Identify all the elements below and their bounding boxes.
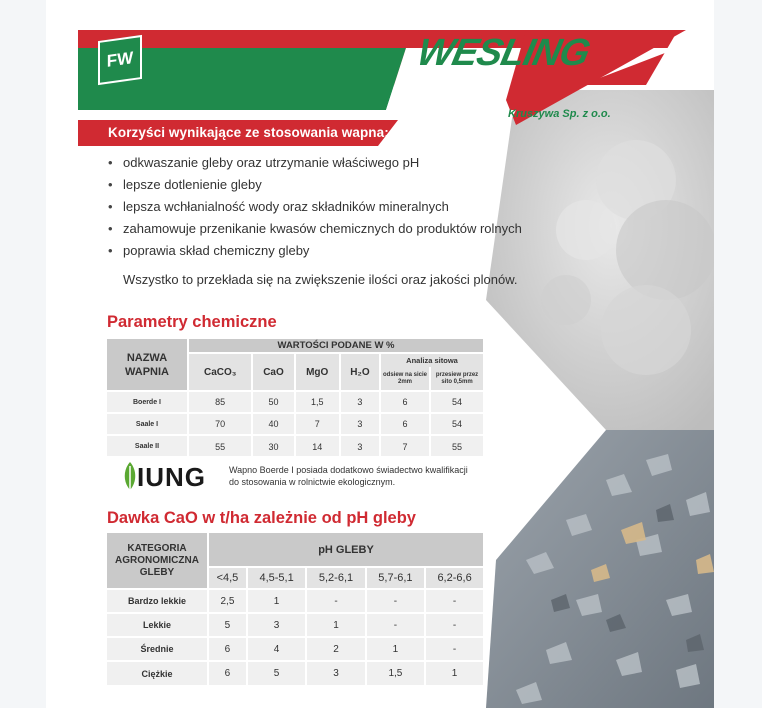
dose-category-header xyxy=(107,533,208,589)
chem-row-name: Saale I xyxy=(107,413,188,435)
table-cell: 1 xyxy=(366,637,425,661)
chem-col-caco3: CaCO₃ xyxy=(188,353,252,391)
dose-heading: Dawka CaO w t/ha zależnie od pH gleby xyxy=(107,509,416,527)
table-cell: - xyxy=(425,589,483,613)
table-cell: 6 xyxy=(380,413,430,435)
table-cell: 85 xyxy=(188,391,252,413)
table-cell: 1 xyxy=(306,613,365,637)
iung-certificate xyxy=(107,456,483,496)
table-row xyxy=(107,661,483,685)
dose-ph-range: 5,7-6,1 xyxy=(366,567,425,589)
table-cell: 50 xyxy=(252,391,294,413)
iung-logo: IUNG xyxy=(137,462,206,492)
chem-col-h2o: H₂O xyxy=(340,353,380,391)
benefit-item: • lepsze dotlenienie gleby xyxy=(108,174,522,196)
iung-note: Wapno Boerde I posiada dodatkowo świadectwo kwalifikacji do stosowania w rolnictwie ekologicznym. xyxy=(229,465,468,487)
table-cell: 54 xyxy=(430,391,483,413)
table-cell: 4 xyxy=(247,637,306,661)
benefit-item: • lepsza wchłanialność wody oraz składników mineralnych xyxy=(108,196,522,218)
table-cell: - xyxy=(306,589,365,613)
benefit-item: • zahamowuje przenikanie kwasów chemicznych do produktów rolnych xyxy=(108,218,522,240)
wesling-subtitle: Kruszywa Sp. z o.o. xyxy=(508,108,611,120)
table-cell: 3 xyxy=(340,435,380,457)
table-row xyxy=(107,435,483,457)
table-cell: 14 xyxy=(295,435,340,457)
table-cell: 7 xyxy=(380,435,430,457)
fw-logo-letters: FW xyxy=(106,48,134,71)
dose-row-name: Średnie xyxy=(107,637,208,661)
table-cell: 40 xyxy=(252,413,294,435)
table-cell: 5 xyxy=(208,613,247,637)
table-cell: 3 xyxy=(340,413,380,435)
chem-name-header xyxy=(107,339,188,391)
dose-ph-range: <4,5 xyxy=(208,567,247,589)
chem-values-header: WARTOŚCI PODANE W % xyxy=(188,339,483,353)
chem-row-name: Boerde I xyxy=(107,391,188,413)
table-cell: 5 xyxy=(247,661,306,685)
benefits-summary: Wszystko to przekłada się na zwiększenie ilości oraz jakości plonów. xyxy=(123,272,518,287)
table-cell: 6 xyxy=(380,391,430,413)
table-cell: 2 xyxy=(306,637,365,661)
chem-table xyxy=(107,339,483,457)
dose-row-name: Ciężkie xyxy=(107,661,208,685)
dose-row-name: Bardzo lekkie xyxy=(107,589,208,613)
chem-col-cao: CaO xyxy=(252,353,294,391)
benefit-item: • poprawia skład chemiczny gleby xyxy=(108,240,522,262)
dose-ph-range: 5,2-6,1 xyxy=(306,567,365,589)
table-cell: 7 xyxy=(295,413,340,435)
table-cell: - xyxy=(366,589,425,613)
dose-table xyxy=(107,533,483,685)
table-cell: 55 xyxy=(188,435,252,457)
table-cell: 30 xyxy=(252,435,294,457)
table-row xyxy=(107,637,483,661)
table-row xyxy=(107,589,483,613)
table-cell: 1,5 xyxy=(295,391,340,413)
fw-logo xyxy=(98,35,142,85)
chem-sieve-header: Analiza sitowa xyxy=(380,353,483,367)
dose-ph-range: 6,2-6,6 xyxy=(425,567,483,589)
table-cell: 1,5 xyxy=(366,661,425,685)
table-row xyxy=(107,391,483,413)
table-cell: 1 xyxy=(247,589,306,613)
table-cell: 6 xyxy=(208,637,247,661)
table-cell: - xyxy=(425,637,483,661)
table-cell: 3 xyxy=(247,613,306,637)
chem-col-sieve-05mm: przesiew przez sito 0,5mm xyxy=(430,367,483,391)
benefit-item: • odkwaszanie gleby oraz utrzymanie właściwego pH xyxy=(108,152,522,174)
table-row xyxy=(107,413,483,435)
dose-category-header-text: KATEGORIA AGRONOMICZNA GLEBY xyxy=(115,542,199,578)
dose-ph-range: 4,5-5,1 xyxy=(247,567,306,589)
chem-heading: Parametry chemiczne xyxy=(107,313,277,331)
table-cell: 70 xyxy=(188,413,252,435)
benefits-list xyxy=(108,152,522,262)
table-cell: 1 xyxy=(425,661,483,685)
chem-col-sieve-2mm: odsiew na sicie 2mm xyxy=(380,367,430,391)
benefits-heading: Korzyści wynikające ze stosowania wapna: xyxy=(108,125,389,140)
chem-row-name: Saale II xyxy=(107,435,188,457)
table-cell: 3 xyxy=(306,661,365,685)
table-cell: - xyxy=(366,613,425,637)
table-cell: 55 xyxy=(430,435,483,457)
table-cell: - xyxy=(425,613,483,637)
chem-col-mgo: MgO xyxy=(295,353,340,391)
dose-row-name: Lekkie xyxy=(107,613,208,637)
table-row xyxy=(107,613,483,637)
table-cell: 3 xyxy=(340,391,380,413)
table-cell: 54 xyxy=(430,413,483,435)
wesling-wordmark: WESLING xyxy=(413,32,593,74)
table-cell: 2,5 xyxy=(208,589,247,613)
dose-ph-header: pH GLEBY xyxy=(208,533,483,567)
chem-name-header-text: NAZWA WAPNIA xyxy=(125,351,169,378)
table-cell: 6 xyxy=(208,661,247,685)
